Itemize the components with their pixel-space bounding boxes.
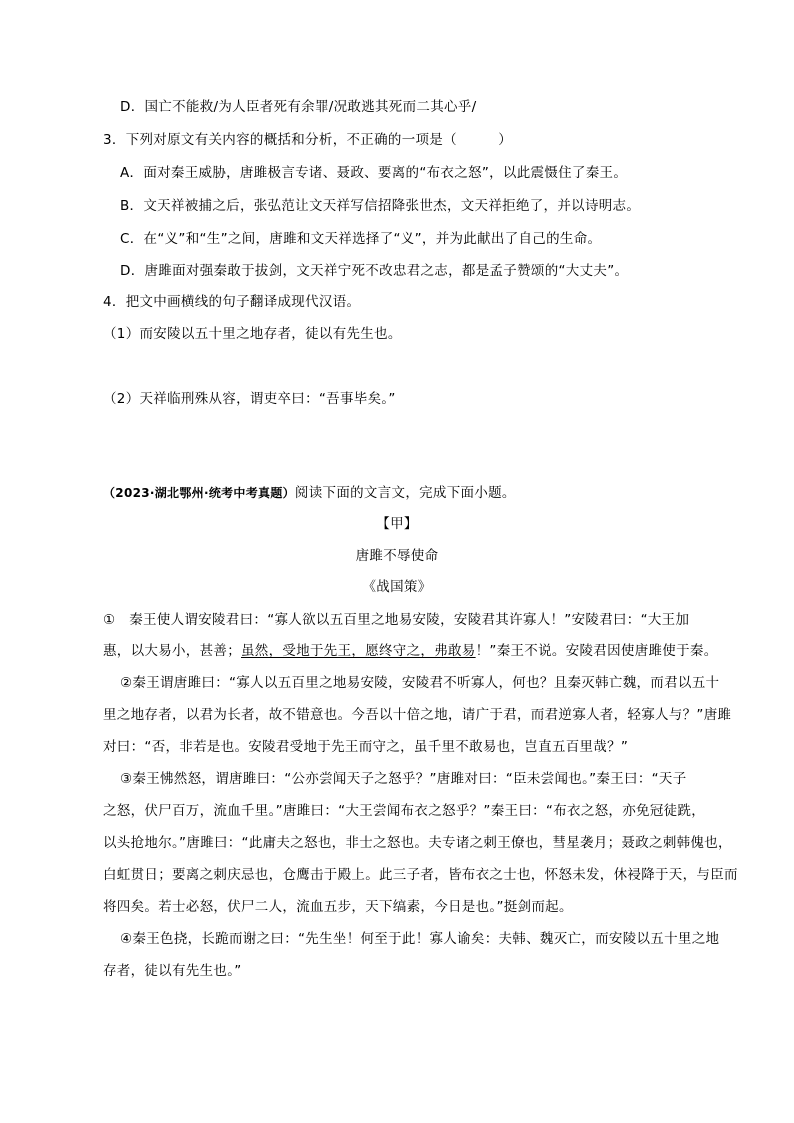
paragraph-text: 惠，以大易小，甚善； — [103, 643, 241, 659]
paragraph-2-line: 里之地存者，以君为长者，故不错意也。今吾以十倍之地，请广于君，而君逆寡人者，轻寡人与？”唐雎 — [103, 707, 732, 723]
paragraph-2-line: ②秦王谓唐雎曰：“寡人以五百里之地易安陵，安陵君不听寡人，何也？且秦灭韩亡魏，而君以五十 — [120, 675, 720, 691]
paragraph-3-line: 之怒，伏尸百万，流血千里。”唐雎曰：“大王尝闻布衣之怒乎？”秦王曰：“布衣之怒，亦免冠徒跣， — [103, 803, 706, 819]
paragraph-3-line: ③秦王怫然怒，谓唐雎曰：“公亦尝闻天子之怒乎？”唐雎对曰：“臣未尝闻也。”秦王曰：“天子 — [120, 771, 687, 787]
passage-instruction: 阅读下面的文言文，完成下面小题。 — [294, 485, 516, 501]
underlined-sentence: 虽然，受地于先王，愿终守之，弗敢易 — [241, 643, 476, 659]
q3-option-a: A．面对秦王威胁，唐雎极言专诸、聂政、要离的“布衣之怒”，以此震慑住了秦王。 — [120, 165, 628, 181]
q4-item-1: （1）而安陵以五十里之地存者，徒以有先生也。 — [103, 326, 402, 342]
paragraph-2-line: 对曰：“否，非若是也。安陵君受地于先王而守之，虽千里不敢易也，岂直五百里哉？” — [103, 739, 629, 755]
q3-option-b: B．文天祥被捕之后，张弘范让文天祥写信招降张世杰，文天祥拒绝了，并以诗明志。 — [120, 198, 641, 214]
paragraph-4-line: 存者，徒以有先生也。” — [103, 963, 242, 979]
q2-option-d: D．国亡不能救/为人臣者死有余罪/况敢逃其死而二其心乎/ — [120, 99, 477, 115]
q3-stem: 3．下列对原文有关内容的概括和分析，不正确的一项是（ ） — [103, 132, 513, 148]
paragraph-3-line: 将四矣。若士必怒，伏尸二人，流血五步，天下缟素，今日是也。”挺剑而起。 — [103, 899, 573, 915]
paragraph-1-line — [103, 641, 718, 661]
passage-book: 《战国策》 — [362, 579, 432, 595]
paragraph-3-line: 白虹贯日；要离之刺庆忌也，仓鹰击于殿上。此三子者，皆布衣之士也，怀怒未发，休祲降于天，与臣而 — [103, 867, 738, 883]
paragraph-4-line: ④秦王色挠，长跪而谢之曰：“先生坐！何至于此！寡人谕矣：夫韩、魏灭亡，而安陵以五十里之地 — [120, 931, 720, 947]
passage-intro — [103, 483, 516, 503]
paragraph-text: ！”秦王不说。安陵君因使唐雎使于秦。 — [475, 643, 718, 659]
paragraph-1-line: ① 秦王使人谓安陵君曰：“寡人欲以五百里之地易安陵，安陵君其许寡人！”安陵君曰：“大王加 — [103, 612, 690, 628]
q4-item-2: （2）天祥临刑殊从容，谓吏卒曰：“吾事毕矣。” — [103, 391, 396, 407]
q3-option-d: D．唐雎面对强秦敢于拔剑，文天祥宁死不改忠君之志，都是孟子赞颂的“大丈夫”。 — [120, 263, 629, 279]
question-source: （2023·湖北鄂州·统考中考真题） — [103, 486, 295, 500]
passage-label: 【甲】 — [376, 516, 418, 532]
paragraph-3-line: 以头抢地尔。”唐雎曰：“此庸夫之怒也，非士之怒也。夫专诸之刺王僚也，彗星袭月；聂政之刺韩傀也， — [103, 835, 732, 851]
passage-title: 唐雎不辱使命 — [355, 548, 439, 564]
q3-option-c: C．在“义”和“生”之间，唐雎和文天祥选择了“义”，并为此献出了自己的生命。 — [120, 231, 602, 247]
q4-stem: 4．把文中画横线的句子翻译成现代汉语。 — [103, 294, 361, 310]
